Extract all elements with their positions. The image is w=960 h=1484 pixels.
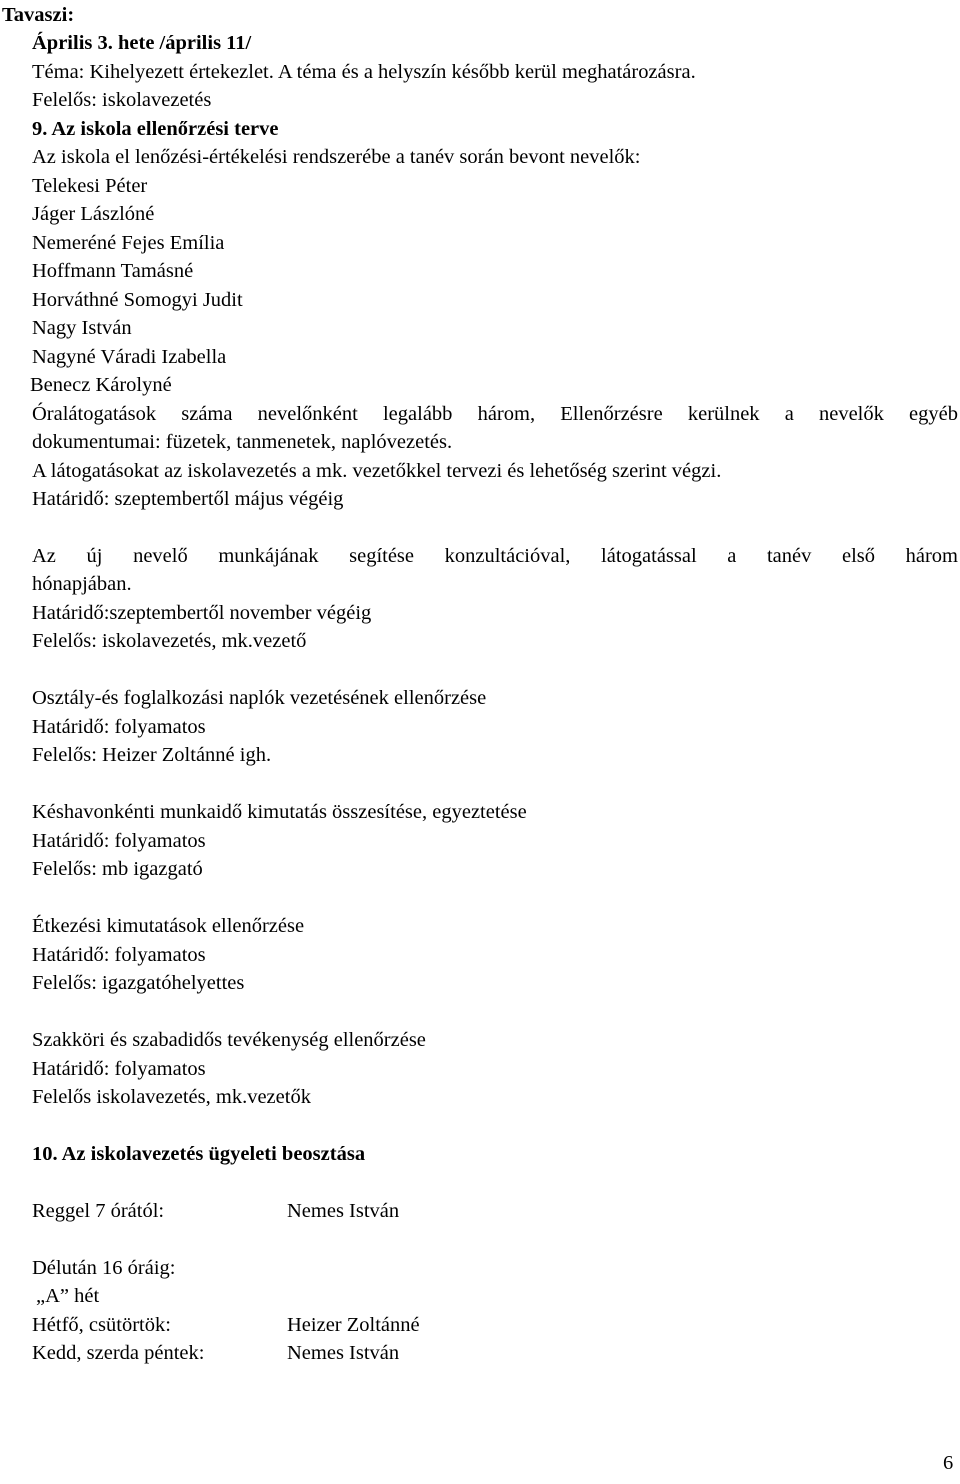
teacher-name: Jáger Lászlóné [32, 203, 155, 225]
season-heading: Tavaszi: [2, 4, 75, 26]
section-10-title: 10. Az iskolavezetés ügyeleti beosztása [32, 1143, 366, 1165]
task-responsible: Felelős: igazgatóhelyettes [32, 972, 245, 994]
task-title: Késhavonkénti munkaidő kimutatás összesítése, egyeztetése [32, 801, 527, 823]
task-deadline: Határidő: folyamatos [32, 830, 206, 852]
teacher-name: Nagyné Váradi Izabella [32, 346, 227, 368]
page-number: 6 [943, 1452, 954, 1474]
afternoon-duty-label: Délután 16 óráig: [32, 1257, 176, 1279]
teacher-name: Hoffmann Tamásné [32, 260, 194, 282]
april-topic: Téma: Kihelyezett értekezlet. A téma és a helyszín később kerül meghatározásra. [32, 61, 696, 83]
task-responsible: Felelős iskolavezetés, mk.vezetők [32, 1086, 311, 1108]
task-deadline: Határidő: folyamatos [32, 716, 206, 738]
teacher-name: Telekesi Péter [32, 175, 148, 197]
april-responsible: Felelős: iskolavezetés [32, 89, 212, 111]
task-deadline: Határidő: folyamatos [32, 944, 206, 966]
new-teacher-text-line-2: hónapjában. [32, 573, 132, 595]
visits-deadline: Határidő: szeptembertől május végéig [32, 488, 344, 510]
tue-wed-fri-label: Kedd, szerda péntek: [32, 1342, 205, 1364]
teacher-name: Nemeréné Fejes Emília [32, 232, 225, 254]
task-title: Étkezési kimutatások ellenőrzése [32, 915, 305, 937]
mon-thu-name: Heizer Zoltánné [287, 1314, 420, 1336]
section-9-intro: Az iskola el lenőzési-értékelési rendszerébe a tanév során bevont nevelők: [32, 146, 641, 168]
week-a-label: „A” hét [36, 1285, 100, 1307]
task-responsible: Felelős: Heizer Zoltánné igh. [32, 744, 272, 766]
morning-duty-label: Reggel 7 órától: [32, 1200, 165, 1222]
mon-thu-label: Hétfő, csütörtök: [32, 1314, 171, 1336]
morning-duty-name: Nemes István [287, 1200, 400, 1222]
teacher-name: Horváthné Somogyi Judit [32, 289, 243, 311]
teacher-name: Nagy István [32, 317, 132, 339]
new-teacher-text-line-1: Az új nevelő munkájának segítése konzultációval, látogatással a tanév első három [32, 545, 958, 567]
task-title: Szakköri és szabadidős tevékenység ellenőrzése [32, 1029, 426, 1051]
visits-text-line-3: A látogatásokat az iskolavezetés a mk. vezetőkkel tervezi és lehetőség szerint végzi. [32, 460, 722, 482]
task-responsible: Felelős: mb igazgató [32, 858, 203, 880]
task-deadline: Határidő: folyamatos [32, 1058, 206, 1080]
visits-text-line-1: Óralátogatások száma nevelőnként legalább három, Ellenőrzésre kerülnek a nevelők egyéb [32, 403, 958, 425]
task-title: Osztály-és foglalkozási naplók vezetésének ellenőrzése [32, 687, 487, 709]
visits-text-line-2: dokumentumai: füzetek, tanmenetek, naplóvezetés. [32, 431, 453, 453]
new-teacher-deadline: Határidő:szeptembertől november végéig [32, 602, 372, 624]
april-week-heading: Április 3. hete /április 11/ [32, 32, 252, 54]
teacher-name: Benecz Károlyné [30, 374, 172, 396]
section-9-title: 9. Az iskola ellenőrzési terve [32, 118, 279, 140]
tue-wed-fri-name: Nemes István [287, 1342, 400, 1364]
new-teacher-responsible: Felelős: iskolavezetés, mk.vezető [32, 630, 307, 652]
